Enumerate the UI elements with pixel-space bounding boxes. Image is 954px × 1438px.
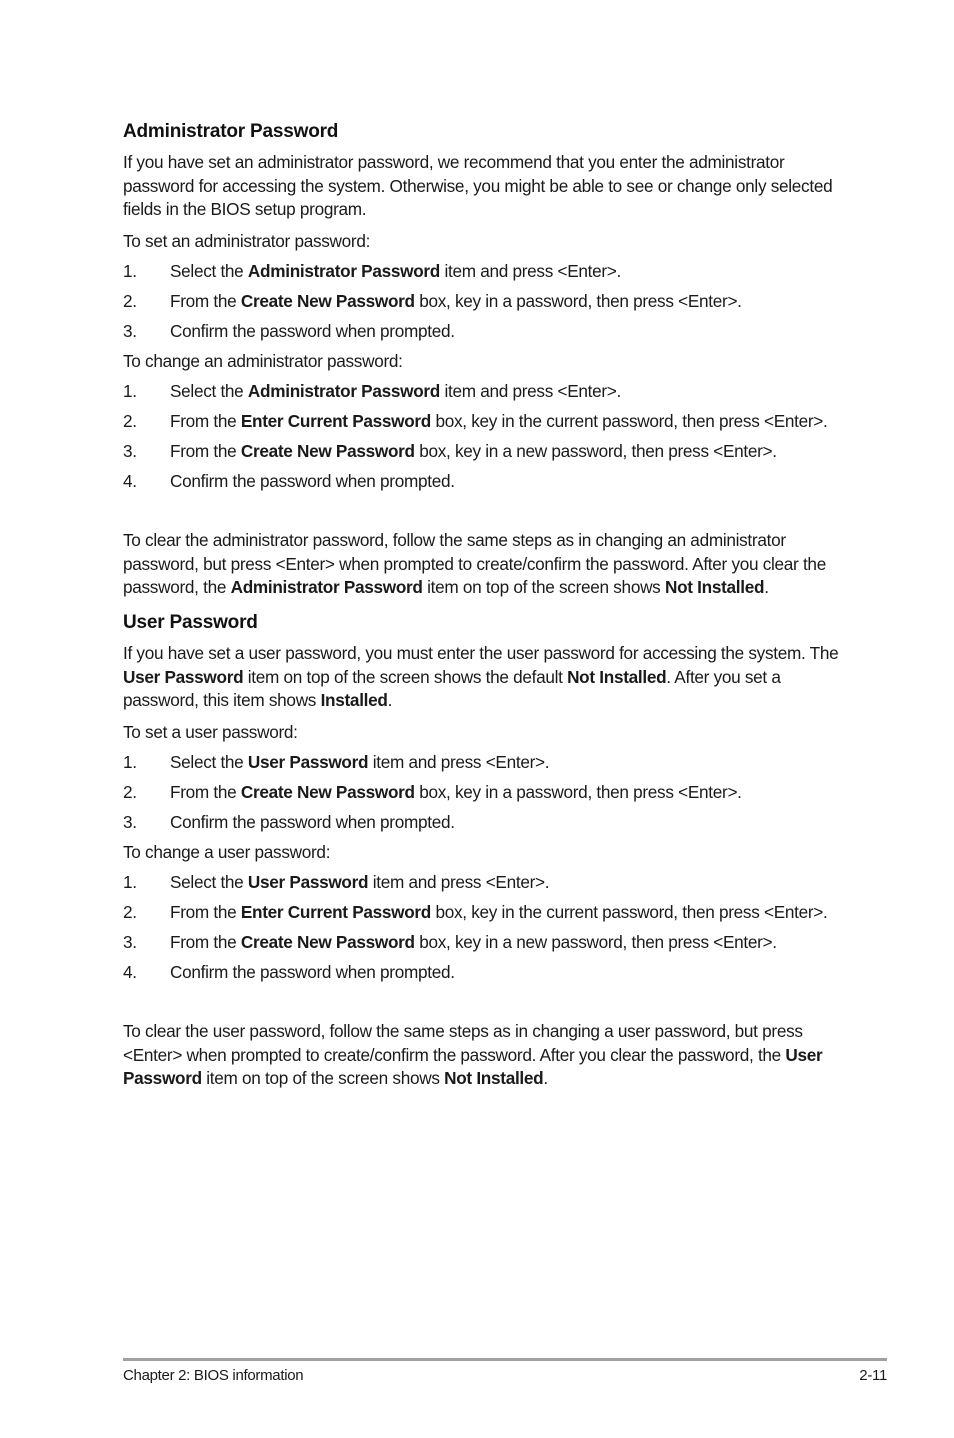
list-item [123, 290, 841, 314]
list-item [123, 260, 841, 284]
list-item-number: 1. [123, 752, 137, 772]
list-item [123, 440, 841, 464]
list-item-text: box, key in a new password, then press <Enter>. [414, 441, 777, 461]
user-clear-paragraph [123, 1020, 841, 1091]
list-item [123, 811, 841, 835]
list-item [123, 751, 841, 775]
list-item-bold-text: Create New Password [240, 441, 415, 461]
list-item-number: 2. [123, 291, 137, 311]
list-item [123, 901, 841, 925]
list-item-bold-text: Create New Password [240, 782, 415, 802]
list-item [123, 320, 841, 344]
paragraph-bold-text: Not Installed [444, 1068, 544, 1088]
admin-intro-paragraph [123, 151, 841, 222]
admin-set-steps [123, 260, 841, 350]
list-item-number: 2. [123, 782, 137, 802]
list-item-bold-text: User Password [247, 872, 369, 892]
list-item-number: 4. [123, 962, 137, 982]
list-item-bold-text: Administrator Password [247, 261, 440, 281]
list-item-text: Confirm the password when prompted. [170, 471, 455, 491]
list-item-text: box, key in a password, then press <Enter>. [414, 782, 742, 802]
paragraph-bold-text: Administrator Password [230, 577, 423, 597]
list-item [123, 961, 841, 985]
paragraph-bold-text: Installed [320, 690, 388, 710]
list-item-number: 1. [123, 261, 137, 281]
list-item [123, 470, 841, 494]
list-item-text: item and press <Enter>. [439, 261, 621, 281]
paragraph-text: . After you set a password, this item shows [123, 666, 781, 710]
user-set-steps [123, 751, 841, 841]
list-item-bold-text: User Password [247, 752, 369, 772]
list-item-text: From the [170, 291, 241, 311]
user-set-label: To set a user password: [123, 722, 298, 742]
paragraph-text: . [543, 1068, 548, 1088]
admin-clear-paragraph [123, 529, 841, 600]
list-item-text: item and press <Enter>. [368, 872, 550, 892]
list-item-text: From the [170, 441, 241, 461]
list-item-number: 1. [123, 872, 137, 892]
admin-set-label: To set an administrator password: [123, 231, 371, 251]
paragraph-text: To clear the user password, follow the same steps as in changing a user password, but press <Enter> when prompted to create/confirm the password. After you clear the password, the [123, 1021, 803, 1065]
paragraph-text: If you have set a user password, you must enter the user password for accessing the system. The [123, 643, 839, 663]
list-item-text: Select the [170, 752, 248, 772]
list-item [123, 931, 841, 955]
list-item-text: Confirm the password when prompted. [170, 812, 455, 832]
list-item-bold-text: Create New Password [240, 932, 415, 952]
user-password-heading: User Password [123, 612, 258, 633]
list-item-text: box, key in a password, then press <Enter>. [414, 291, 742, 311]
list-item-text: From the [170, 902, 241, 922]
user-intro-paragraph [123, 642, 841, 713]
list-item-bold-text: Enter Current Password [240, 411, 431, 431]
admin-password-heading: Administrator Password [123, 121, 339, 142]
list-item-text: Select the [170, 381, 248, 401]
admin-change-steps [123, 380, 841, 500]
paragraph-bold-text: User Password [123, 666, 244, 687]
list-item-bold-text: Administrator Password [247, 381, 440, 401]
list-item-text: From the [170, 782, 241, 802]
list-item-text: box, key in the current password, then press <Enter>. [431, 902, 828, 922]
paragraph-text: . [387, 690, 393, 710]
list-item-text: Confirm the password when prompted. [170, 321, 455, 341]
list-item-number: 2. [123, 411, 137, 431]
paragraph-text: item on top of the screen shows [201, 1068, 445, 1088]
admin-change-label: To change an administrator password: [123, 351, 403, 371]
user-change-steps [123, 871, 841, 991]
list-item [123, 781, 841, 805]
list-item-text: box, key in the current password, then press <Enter>. [431, 411, 828, 431]
list-item-number: 2. [123, 902, 137, 922]
list-item [123, 380, 841, 404]
user-change-label: To change a user password: [123, 842, 331, 862]
list-item [123, 410, 841, 434]
paragraph-bold-text: Not Installed [567, 666, 667, 687]
paragraph-text: . [764, 577, 769, 597]
page-footer [123, 1358, 887, 1384]
paragraph-text: To clear the administrator password, follow the same steps as in changing an administrator password, but press <Enter> when prompted to create/confirm the password. After you clear the password, the [123, 530, 826, 597]
list-item-text: From the [170, 932, 241, 952]
list-item-text: item and press <Enter>. [368, 752, 550, 772]
footer-rule [123, 1358, 887, 1361]
list-item-number: 3. [123, 932, 137, 952]
list-item-text: From the [170, 411, 241, 431]
list-item-text: Confirm the password when prompted. [170, 962, 455, 982]
list-item-number: 3. [123, 441, 137, 461]
paragraph-text: item on top of the screen shows the default [243, 666, 568, 687]
list-item-number: 3. [123, 812, 137, 832]
paragraph-text: item on top of the screen shows [422, 577, 665, 597]
list-item-bold-text: Enter Current Password [240, 902, 431, 922]
paragraph-bold-text: Not Installed [664, 577, 765, 597]
list-item [123, 871, 841, 895]
list-item-number: 1. [123, 381, 137, 401]
list-item-text: Select the [170, 261, 248, 281]
footer-page-number: 2-11 [859, 1367, 887, 1384]
footer-chapter: Chapter 2: BIOS information [123, 1367, 304, 1384]
list-item-bold-text: Create New Password [240, 291, 415, 311]
list-item-text: box, key in a new password, then press <Enter>. [414, 932, 777, 952]
list-item-number: 4. [123, 471, 137, 491]
paragraph-text: If you have set an administrator password, we recommend that you enter the administrator password for accessing the system. Otherwise, you might be able to see or change only selected fields in the BIOS setup program. [123, 152, 833, 219]
list-item-text: item and press <Enter>. [439, 381, 621, 401]
paragraph-bold-text: User Password [123, 1044, 823, 1088]
list-item-text: Select the [170, 872, 248, 892]
list-item-number: 3. [123, 321, 137, 341]
